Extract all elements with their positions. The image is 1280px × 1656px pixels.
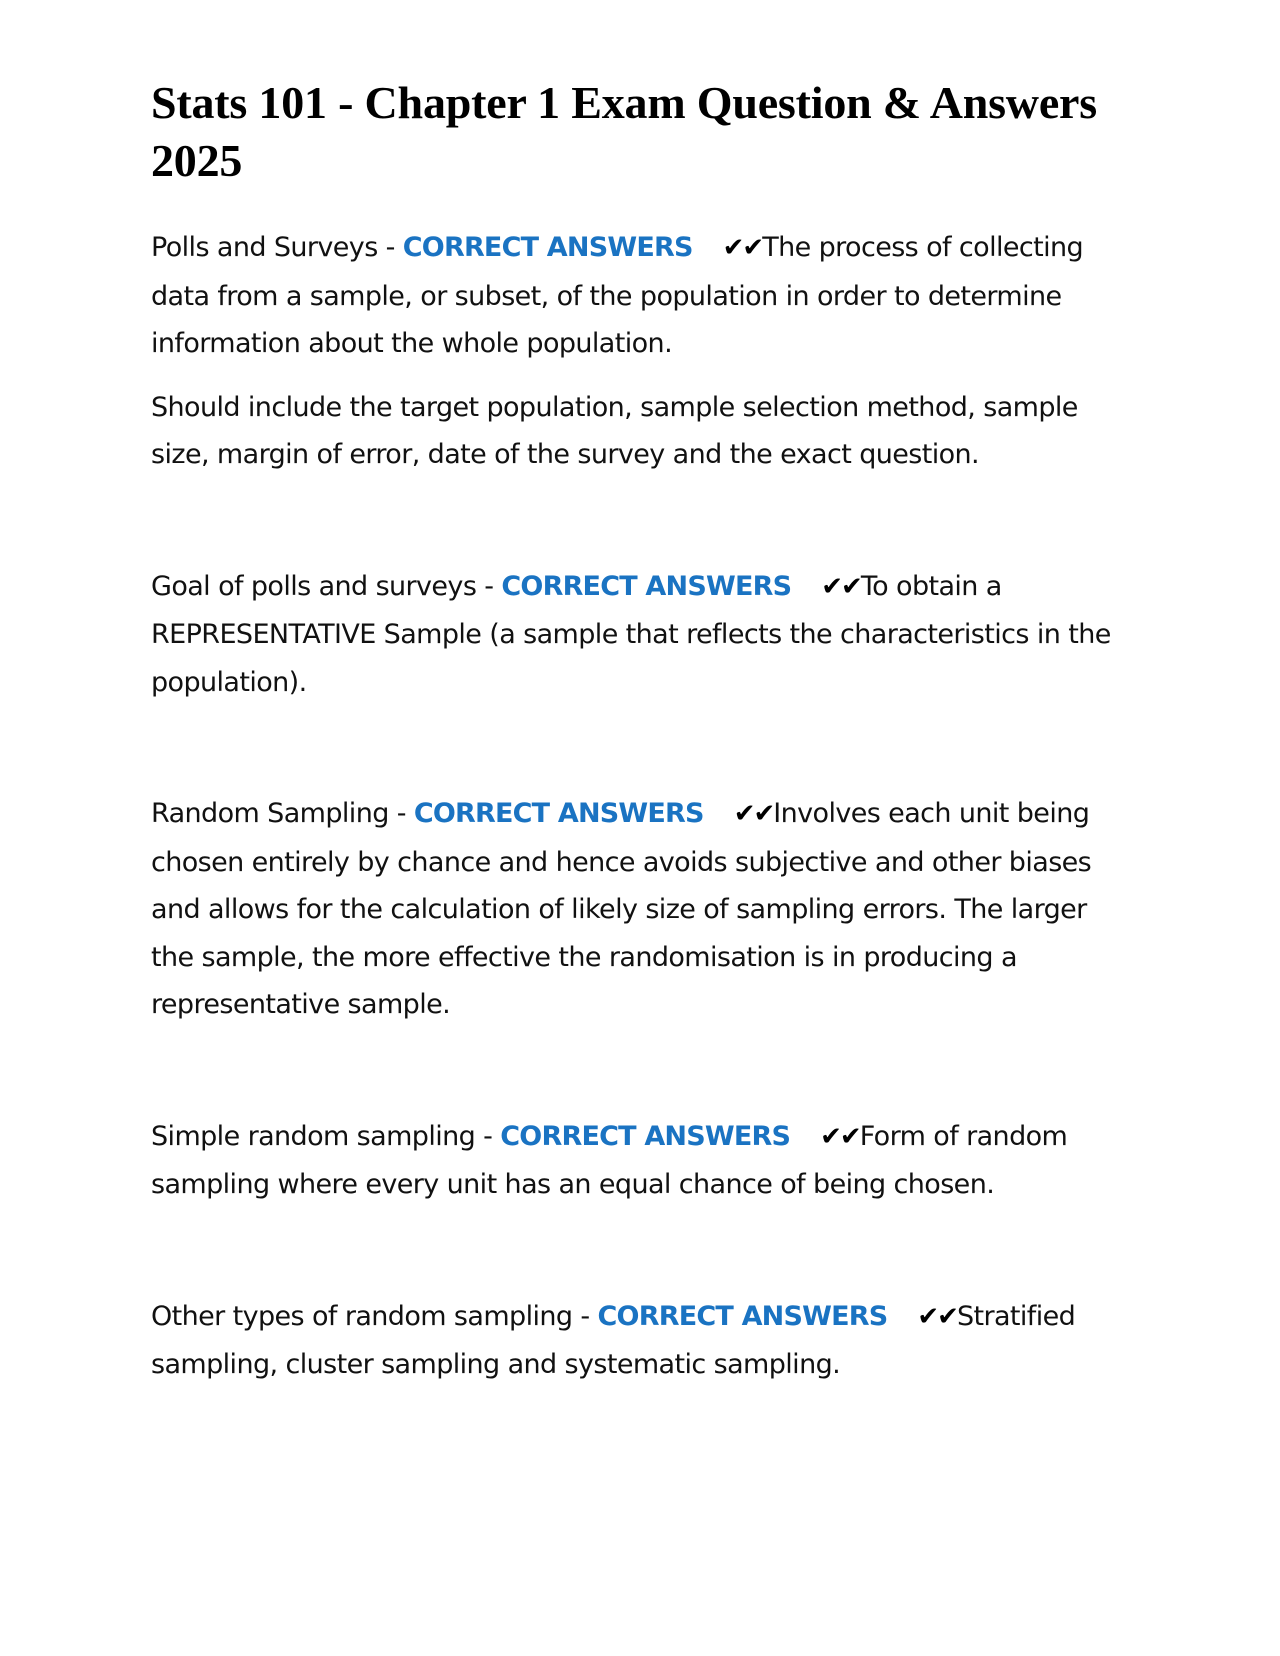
separator: - [572, 1300, 598, 1332]
qa-entry-random-sampling [151, 790, 1136, 1029]
double-check-icon: ✔✔ [733, 799, 774, 829]
double-check-icon: ✔✔ [722, 233, 763, 263]
correct-answers-label: CORRECT ANSWERS [501, 570, 792, 602]
separator: - [377, 232, 403, 263]
answer-text: Involves each unit being chosen entirely by chance and hence avoids subjective and other biases and allows for the calculation of likely size of sampling errors. The larger the sample, the more effective the randomisation is in producing a representative sample. [151, 798, 1092, 1020]
qa-list [151, 224, 1136, 1389]
term: Simple random sampling [151, 1120, 476, 1152]
separator: - [388, 798, 414, 829]
double-check-icon: ✔✔ [821, 571, 861, 602]
term: Other types of random sampling [151, 1300, 573, 1332]
qa-entry-other-random-sampling [151, 1293, 1136, 1389]
document-title: Stats 101 - Chapter 1 Exam Question & Answers 2025 [151, 77, 1097, 186]
term: Random Sampling [151, 798, 389, 829]
correct-answers-label: CORRECT ANSWERS [402, 232, 693, 263]
answer-text: Stratified sampling, cluster sampling and systematic sampling. [151, 1300, 1076, 1380]
qa-paragraph [151, 790, 1136, 1029]
correct-answers-label: CORRECT ANSWERS [500, 1120, 791, 1152]
double-check-icon: ✔✔ [820, 1121, 860, 1152]
separator: - [475, 1120, 501, 1152]
qa-paragraph [151, 224, 1136, 368]
correct-answers-label: CORRECT ANSWERS [597, 1300, 888, 1332]
qa-entry-simple-random-sampling [151, 1113, 1136, 1209]
term: Polls and Surveys [151, 232, 378, 263]
separator: - [476, 570, 502, 602]
double-check-icon: ✔✔ [917, 1301, 957, 1332]
term: Goal of polls and surveys [151, 570, 477, 602]
answer-text: The process of collecting data from a sample, or subset, of the population in order to determine information about the whole population. [151, 232, 1084, 359]
qa-entry-polls-and-surveys [151, 224, 1136, 479]
correct-answers-label: CORRECT ANSWERS [413, 798, 704, 829]
answer-text: Form of random sampling where every unit has an equal chance of being chosen. [151, 1120, 1068, 1200]
qa-paragraph [151, 1293, 1136, 1389]
answer-extra-text: Should include the target population, sample selection method, sample size, margin of error, date of the survey and the exact question. [151, 391, 1078, 470]
qa-paragraph [151, 1113, 1136, 1209]
document-page [151, 74, 1136, 1389]
answer-text: To obtain a REPRESENTATIVE Sample (a sample that reflects the characteristics in the population). [151, 570, 1111, 698]
qa-entry-goal-of-polls [151, 563, 1136, 707]
qa-paragraph [151, 563, 1136, 707]
